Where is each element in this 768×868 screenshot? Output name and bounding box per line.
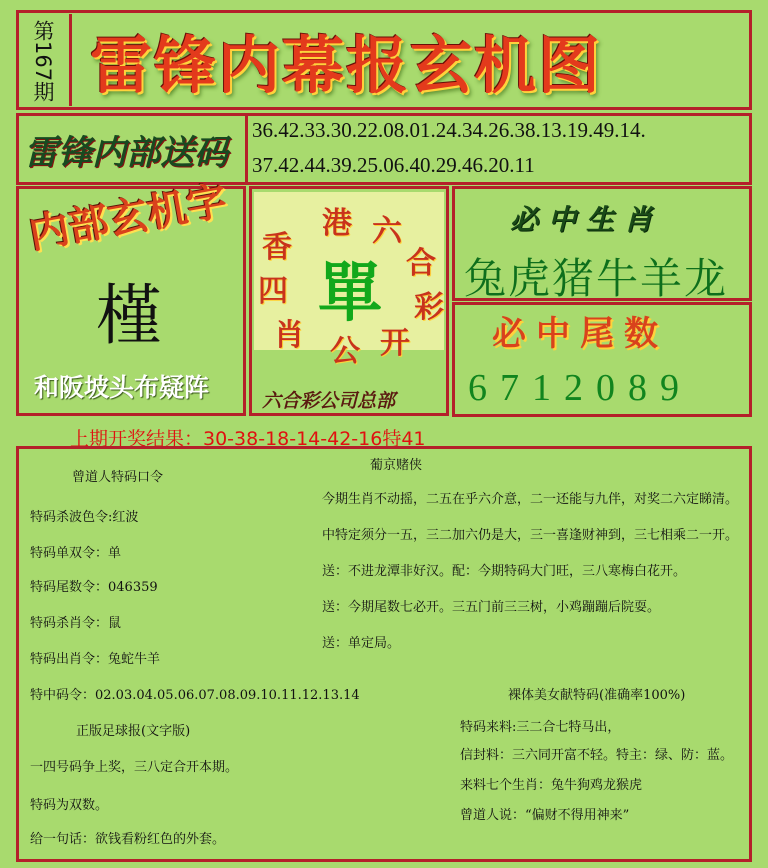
ring-char: 合	[406, 246, 436, 281]
right-line: 特码来料:三二合七特马出，	[460, 720, 621, 735]
left-line: 特中码令：02.03.04.05.06.07.08.09.10.11.12.13.14	[30, 688, 360, 703]
single-char: 單	[318, 256, 382, 331]
mystery-char: 槿	[96, 277, 162, 354]
ring-char: 公	[330, 334, 360, 369]
ring-char: 肖	[274, 318, 304, 353]
left-heading-1: 曾道人特码口令	[72, 470, 164, 485]
issue-number: 第167期	[31, 20, 55, 103]
ring-char: 四	[258, 274, 288, 309]
right-line: 今期生肖不动摇，二五在乎六介意，二一还能与九伴，对奖二六定睇清。	[322, 492, 739, 507]
left-line: 特码为双数。	[30, 798, 109, 813]
ring-char: 香	[262, 230, 292, 265]
ring-char: 开	[380, 326, 410, 361]
right-line: 来料七个生肖：兔牛狗鸡龙猴虎	[460, 778, 643, 793]
mystery-char-title: 内部玄机字	[25, 177, 231, 259]
zodiac-value: 兔虎猪牛羊龙	[464, 254, 729, 303]
right-line: 送：不进龙潭非好汉。配：今期特码大门旺，三八寒梅白花开。	[322, 564, 687, 579]
right-heading-2: 裸体美女献特码(准确率100%)	[508, 688, 686, 703]
left-line: 给一句话：欲钱看粉红色的外套。	[30, 832, 226, 847]
right-line: 信封料：三六同开富不轻。特主：绿、防：蓝。	[460, 748, 734, 763]
numbers-label: 雷锋内部送码	[24, 133, 228, 173]
right-heading-1: 葡京赌侠	[370, 458, 423, 473]
left-line: 特码单双令：单	[30, 546, 122, 561]
right-line: 送：单定局。	[322, 636, 401, 651]
left-line: 特码出肖令：兔蛇牛羊	[30, 652, 161, 667]
ring-char: 彩	[414, 290, 444, 325]
left-line: 一四号码争上奖，三八定合开本期。	[30, 760, 239, 775]
right-line: 中特定须分一五，三二加六仍是大，三一喜逢财神到，三七相乘二一开。	[322, 528, 739, 543]
numbers-line-2: 37.42.44.39.25.06.40.29.46.20.11	[252, 153, 535, 177]
last-result: 上期开奖结果：30-38-18-14-42-16特41	[70, 428, 426, 450]
company-label: 六合彩公司总部	[262, 390, 396, 412]
right-line: 曾道人说：“偏财不得用神来”	[460, 808, 630, 823]
zodiac-title: 必中生肖	[510, 203, 663, 236]
right-line: 送：今期尾数七必开。三五门前三三树，小鸡蹦蹦后院耍。	[322, 600, 661, 615]
numbers-divider	[245, 113, 248, 185]
left-line: 特码尾数令：046359	[30, 580, 158, 595]
tail-number-value: 6712089	[468, 367, 692, 409]
tail-number-title: 必中尾数	[492, 314, 668, 354]
mystery-char-hint: 和阪坡头布疑阵	[34, 373, 210, 402]
page-title: 雷锋内幕报玄机图	[90, 29, 603, 102]
left-line: 特码杀波色令:红波	[30, 510, 139, 525]
left-heading-2: 正版足球报(文字版)	[76, 724, 191, 739]
ring-char: 六	[372, 214, 402, 249]
left-line: 特码杀肖令：鼠	[30, 616, 122, 631]
numbers-line-1: 36.42.33.30.22.08.01.24.34.26.38.13.19.49.14.	[252, 118, 646, 142]
ring-char: 港	[322, 206, 352, 241]
